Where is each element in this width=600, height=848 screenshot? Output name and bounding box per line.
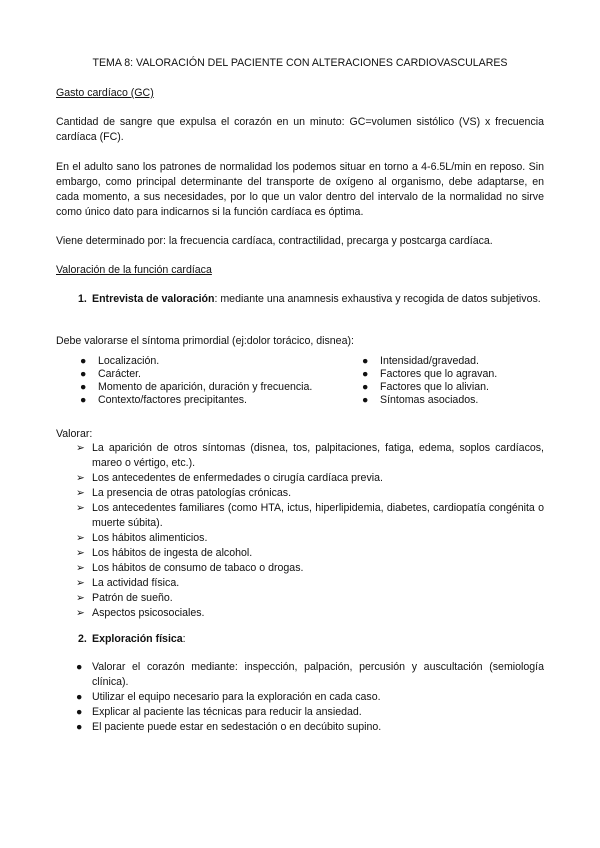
item-text: :	[182, 633, 186, 645]
gc-definition: Cantidad de sangre que expulsa el corazón en un minuto: GC=volumen sistólico (VS) x frecuencia cardíaca (FC).	[56, 116, 544, 143]
exploracion-list	[76, 660, 544, 735]
arrow-bullet-icon: ➢	[76, 577, 85, 589]
bullet-icon: ●	[76, 691, 83, 703]
item-label: Entrevista de valoración	[92, 293, 215, 305]
bullet-icon: ●	[362, 394, 369, 406]
arrow-bullet-icon: ➢	[76, 442, 85, 454]
bullet-icon: ●	[362, 368, 369, 380]
list-item: ➢ Los antecedentes familiares (como HTA, ictus, hiperlipidemia, diabetes, cardiopatía congénita o muerte súbita).	[76, 502, 544, 529]
list-item: ➢ Aspectos psicosociales.	[76, 607, 205, 619]
item-number: 2.	[78, 633, 87, 645]
list-item: ● Contexto/factores precipitantes.	[80, 394, 247, 406]
bullet-icon: ●	[76, 706, 83, 718]
list-item: ● El paciente puede estar en sedestación o en decúbito supino.	[76, 721, 382, 733]
list-item: ● Explicar al paciente las técnicas para reducir la ansiedad.	[76, 706, 362, 718]
bullet-icon: ●	[362, 355, 369, 367]
list-item: ➢ La presencia de otras patologías crónicas.	[76, 487, 292, 499]
item-label: Exploración física	[92, 633, 183, 645]
list-item: ● Valorar el corazón mediante: inspección, palpación, percusión y auscultación (semiología clínica).	[76, 661, 544, 688]
valorar-list	[76, 441, 544, 621]
arrow-bullet-icon: ➢	[76, 502, 85, 514]
list-item: ● Momento de aparición, duración y frecuencia.	[80, 381, 313, 393]
list-item: ● Carácter.	[80, 368, 141, 380]
arrow-bullet-icon: ➢	[76, 472, 85, 484]
list-item: ➢ Los hábitos de ingesta de alcohol.	[76, 547, 253, 559]
bullet-icon: ●	[80, 355, 87, 367]
symptom-intro: Debe valorarse el síntoma primordial (ej:dolor torácico, disnea):	[56, 335, 354, 347]
arrow-bullet-icon: ➢	[76, 532, 85, 544]
valorar-label: Valorar:	[56, 428, 93, 440]
gc-determinants: Viene determinado por: la frecuencia cardíaca, contractilidad, precarga y postcarga cardíaca.	[56, 235, 493, 247]
bullet-icon: ●	[362, 381, 369, 393]
list-item: ➢ Los antecedentes de enfermedades o cirugía cardíaca previa.	[76, 472, 383, 484]
bullet-icon: ●	[76, 721, 83, 733]
list-item: ➢ La actividad física.	[76, 577, 180, 589]
item-text: : mediante una anamnesis exhaustiva y recogida de datos subjetivos.	[214, 293, 541, 305]
bullet-icon: ●	[80, 394, 87, 406]
list-item: ● Síntomas asociados.	[362, 394, 479, 406]
document-title: TEMA 8: VALORACIÓN DEL PACIENTE CON ALTERACIONES CARDIOVASCULARES	[92, 57, 508, 69]
symptom-right-column	[362, 355, 552, 407]
symptom-left-column	[80, 355, 360, 407]
valoracion-heading: Valoración de la función cardíaca	[56, 264, 212, 276]
bullet-icon: ●	[80, 368, 87, 380]
list-item: ● Intensidad/gravedad.	[362, 355, 479, 367]
arrow-bullet-icon: ➢	[76, 607, 85, 619]
list-item: ➢ La aparición de otros síntomas (disnea, tos, palpitaciones, fatiga, edema, soplos cardíacos, mareo o vértigo, etc.).	[76, 442, 544, 469]
gc-normal-values: En el adulto sano los patrones de normalidad los podemos situar en torno a 4-6.5L/min en reposo. Sin embargo, como principal determinante del transporte de oxígeno al organismo, debe adaptarse, en cada momento, a sus necesidades, por lo que un valor dentro del intervalo de la normalidad no sirve como único dato para indicarnos si la función cardíaca es óptima.	[56, 161, 544, 218]
arrow-bullet-icon: ➢	[76, 487, 85, 499]
arrow-bullet-icon: ➢	[76, 562, 85, 574]
list-item: ➢ Los hábitos de consumo de tabaco o drogas.	[76, 562, 304, 574]
bullet-icon: ●	[76, 661, 83, 673]
list-item: ● Factores que lo alivian.	[362, 381, 489, 393]
gc-heading: Gasto cardíaco (GC)	[56, 87, 154, 99]
list-item: ➢ Patrón de sueño.	[76, 592, 173, 604]
list-item: ● Localización.	[80, 355, 160, 367]
arrow-bullet-icon: ➢	[76, 547, 85, 559]
arrow-bullet-icon: ➢	[76, 592, 85, 604]
list-item: ● Factores que lo agravan.	[362, 368, 498, 380]
list-item: ● Utilizar el equipo necesario para la exploración en cada caso.	[76, 691, 381, 703]
list-item: ➢ Los hábitos alimenticios.	[76, 532, 208, 544]
item-entrevista	[78, 292, 544, 307]
item-number: 1.	[78, 293, 87, 305]
item-exploracion	[78, 632, 544, 647]
bullet-icon: ●	[80, 381, 87, 393]
